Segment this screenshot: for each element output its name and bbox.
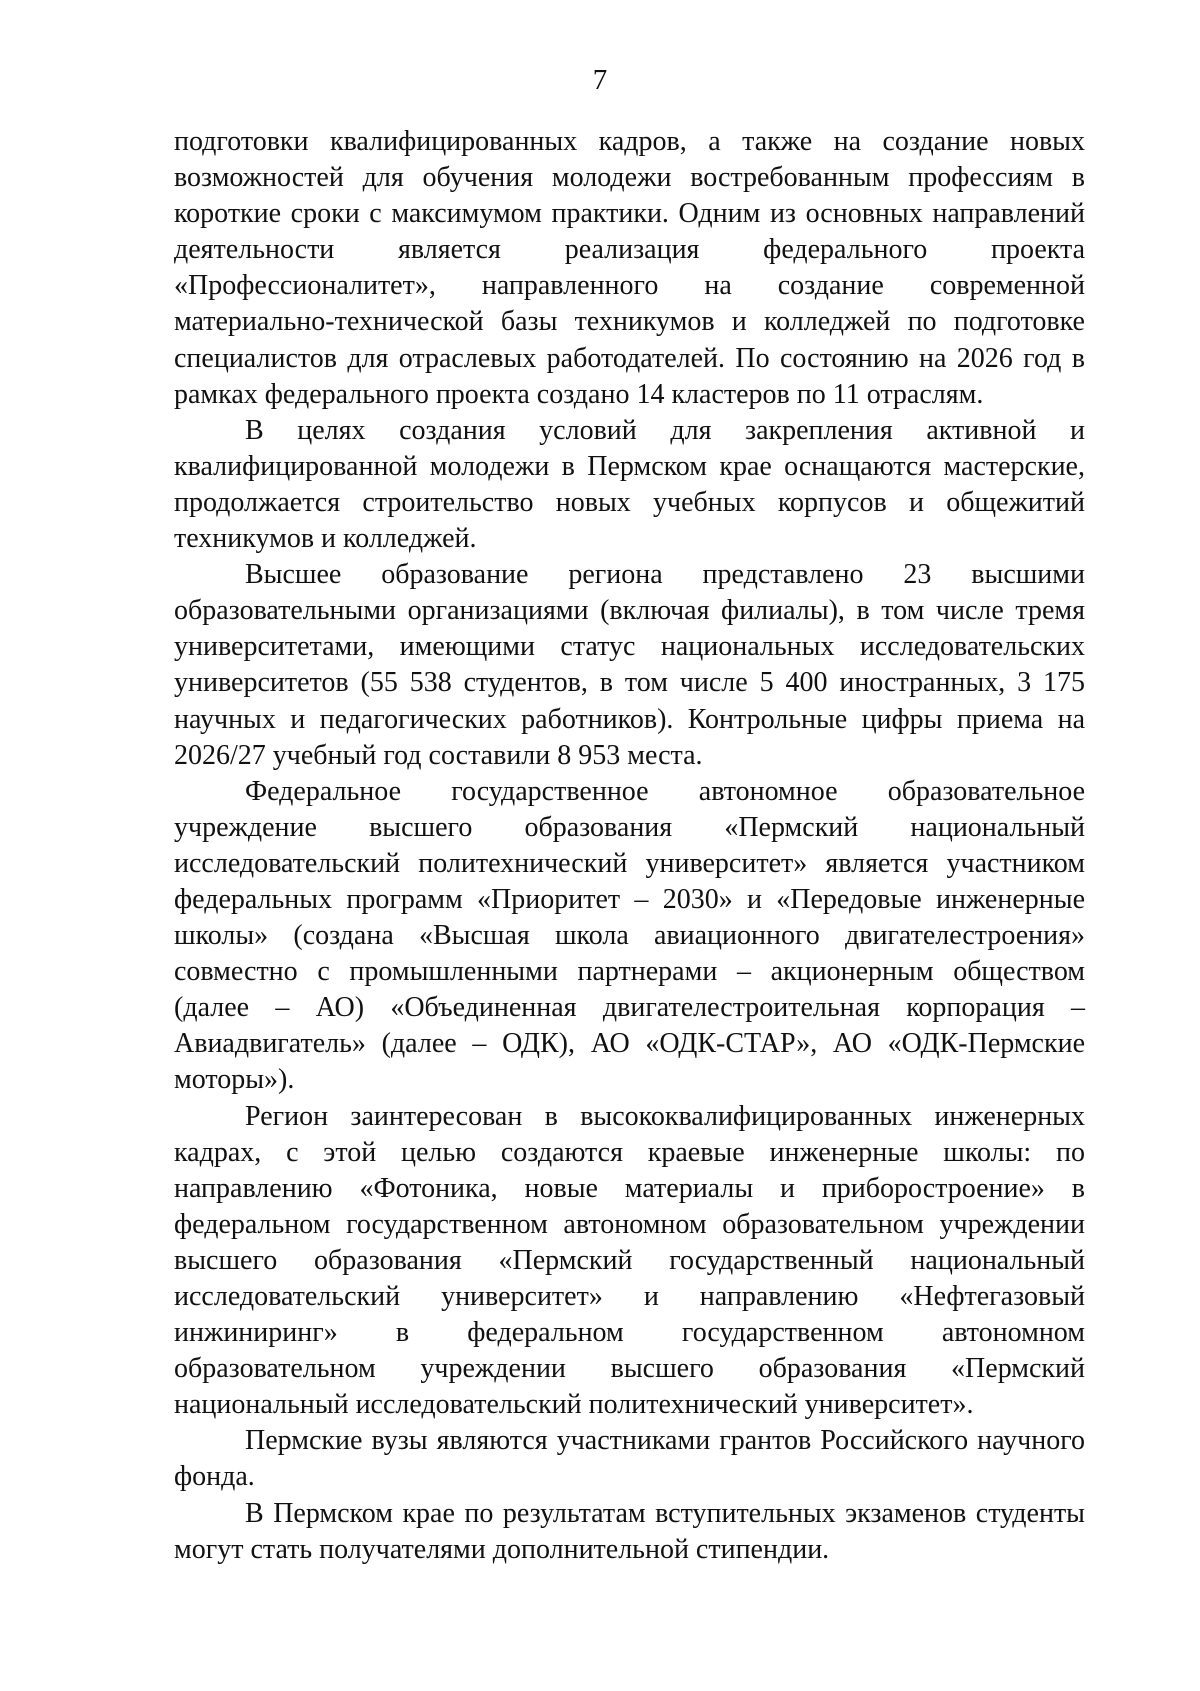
paragraph-higher-education: Высшее образование региона представлено 23 высшими образовательными организациями (включая филиалы), в том числе тремя университетами, имеющими статус национальных исследовательских университетов (55 538 студентов, в том числе 5 400 иностранных, 3 175 научных и педагогических работников). Контрольные цифры приема на 2026/27 учебный год составили 8 953 места. bbox=[174, 559, 1085, 771]
paragraph-science-grants: Пермские вузы являются участниками грантов Российского научного фонда. bbox=[174, 1425, 1085, 1493]
document-body bbox=[174, 124, 1085, 1568]
paragraph-scholarship: В Пермском крае по результатам вступительных экзаменов студенты могут стать получателями дополнительной стипендии. bbox=[174, 1497, 1085, 1565]
paragraph-engineering-schools: Регион заинтересован в высококвалифицированных инженерных кадрах, с этой целью создаются краевые инженерные школы: по направлению «Фотоника, новые материалы и приборостроение» в федеральном государственном автономном образовательном учреждении высшего образования «Пермский государственный национальный исследовательский университет» и направлению «Нефтегазовый инжиниринг» в федеральном государственном автономном образовательном учреждении высшего образования «Пермский национальный исследовательский политехнический университет». bbox=[174, 1100, 1085, 1421]
paragraph-continuation: подготовки квалифицированных кадров, а также на создание новых возможностей для обучения молодежи востребованным профессиям в короткие сроки с максимумом практики. Одним из основных направлений деятельности является реализация федерального проекта «Профессионалитет», направленного на создание современной материально-технической базы техникумов и колледжей по подготовке специалистов для отраслевых работодателей. По состоянию на 2026 год в рамках федерального проекта создано 14 кластеров по 11 отраслям. bbox=[174, 126, 1085, 410]
paragraph-youth-retention: В целях создания условий для закрепления активной и квалифицированной молодежи в Пермском крае оснащаются мастерские, продолжается строительство новых учебных корпусов и общежитий техникумов и колледжей. bbox=[174, 414, 1085, 555]
paragraph-pnipu-programs: Федеральное государственное автономное образовательное учреждение высшего образования «Пермский национальный исследовательский политехнический университет» является участником федеральных программ «Приоритет – 2030» и «Передовые инженерные школы» (создана «Высшая школа авиационного двигателестроения» совместно с промышленными партнерами – акционерным обществом (далее – АО) «Объединенная двигателестроительная корпорация – Авиадвигатель» (далее – ОДК), АО «ОДК-СТАР», АО «ОДК-Пермские моторы»). bbox=[174, 775, 1085, 1096]
page-number: 7 bbox=[592, 64, 608, 96]
